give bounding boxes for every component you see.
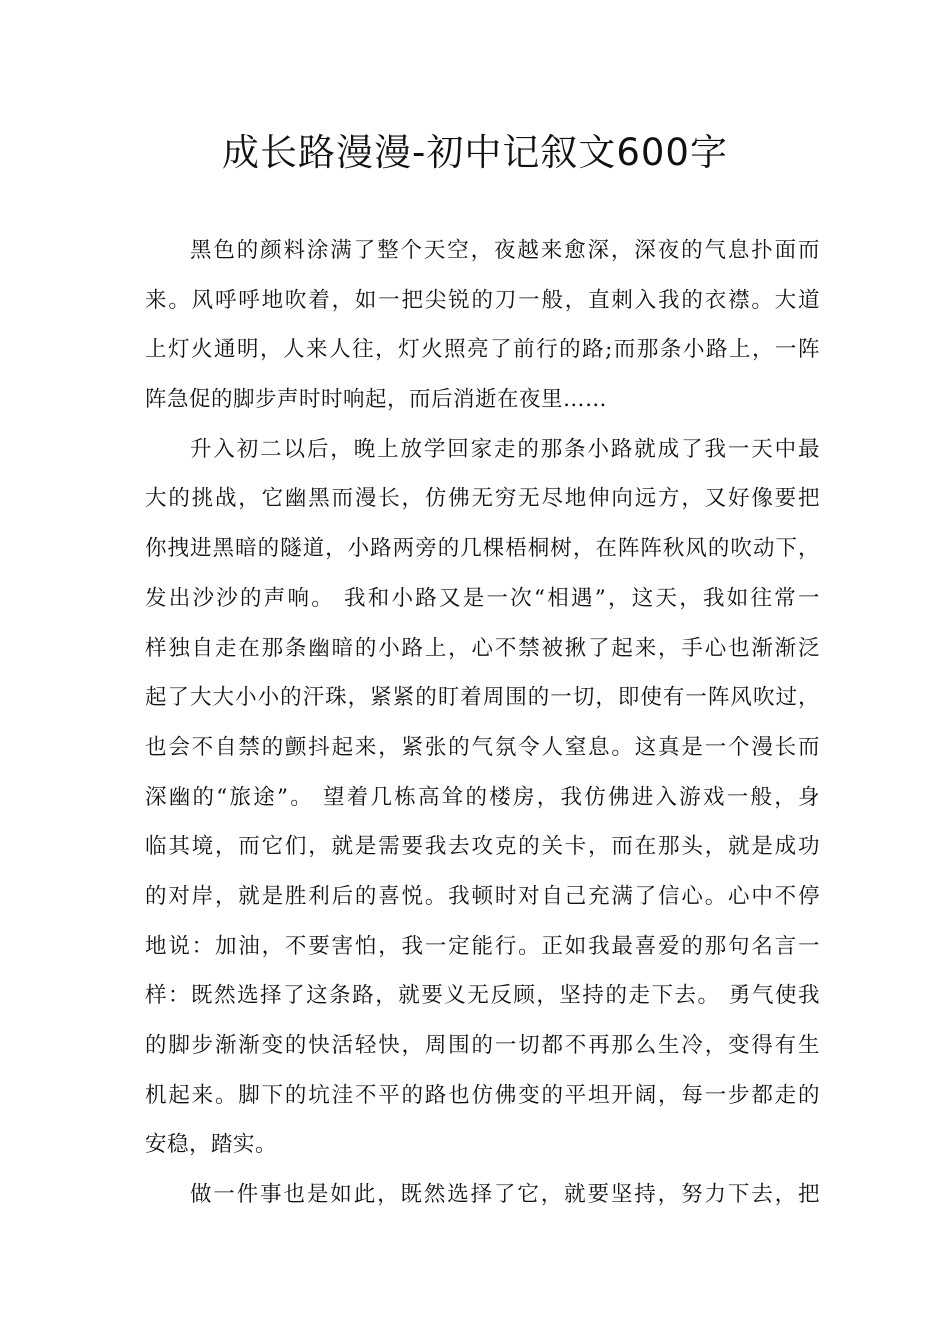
text-line: 阵急促的脚步声时时响起，而后消逝在夜里…… xyxy=(145,387,608,413)
text-line: 安稳，踏实。 xyxy=(145,1132,278,1158)
text-line: 临其境，而它们，就是需要我去攻克的关卡，而在那头，就是成功 xyxy=(145,834,820,860)
document-title: 成长路漫漫-初中记叙文600字 xyxy=(222,131,728,174)
text-line: 也会不自禁的颤抖起来，紧张的气氛令人窒息。这真是一个漫长而 xyxy=(145,734,820,760)
text-line: 大的挑战，它幽黑而漫长，仿佛无穷无尽地伸向远方，又好像要把 xyxy=(145,486,820,512)
text-line: 起了大大小小的汗珠，紧紧的盯着周围的一切，即使有一阵风吹过， xyxy=(145,685,820,711)
text-line: 升入初二以后，晚上放学回家走的那条小路就成了我一天中最 xyxy=(190,436,820,462)
text-line: 的对岸，就是胜利后的喜悦。我顿时对自己充满了信心。心中不停 xyxy=(145,883,820,909)
text-line: 样：既然选择了这条路，就要义无反顾，坚持的走下去。 勇气使我 xyxy=(145,983,820,1009)
text-line: 机起来。脚下的坑洼不平的路也仿佛变的平坦开阔，每一步都走的 xyxy=(145,1082,820,1108)
text-line: 黑色的颜料涂满了整个天空，夜越来愈深，深夜的气息扑面而 xyxy=(190,238,820,263)
text-line: 样独自走在那条幽暗的小路上，心不禁被揪了起来，手心也渐渐泛 xyxy=(145,635,820,661)
text-line: 深幽的“旅途”。 望着几栋高耸的楼房，我仿佛进入游戏一般，身 xyxy=(145,784,820,810)
text-line: 上灯火通明，人来人往，灯火照亮了前行的路;而那条小路上，一阵 xyxy=(145,337,820,363)
text-line: 来。风呼呼地吹着，如一把尖锐的刀一般，直刺入我的衣襟。大道 xyxy=(145,287,820,313)
document-body xyxy=(145,226,820,1220)
text-line: 做一件事也是如此，既然选择了它，就要坚持，努力下去，把 xyxy=(190,1182,820,1208)
text-line: 发出沙沙的声响。 我和小路又是一次“相遇”，这天，我如往常一 xyxy=(145,585,820,611)
text-line: 地说：加油，不要害怕，我一定能行。正如我最喜爱的那句名言一 xyxy=(145,933,820,959)
text-line: 的脚步渐渐变的快活轻快，周围的一切都不再那么生冷，变得有生 xyxy=(145,1033,820,1058)
text-line: 你拽进黑暗的隧道，小路两旁的几棵梧桐树，在阵阵秋风的吹动下， xyxy=(145,536,820,562)
